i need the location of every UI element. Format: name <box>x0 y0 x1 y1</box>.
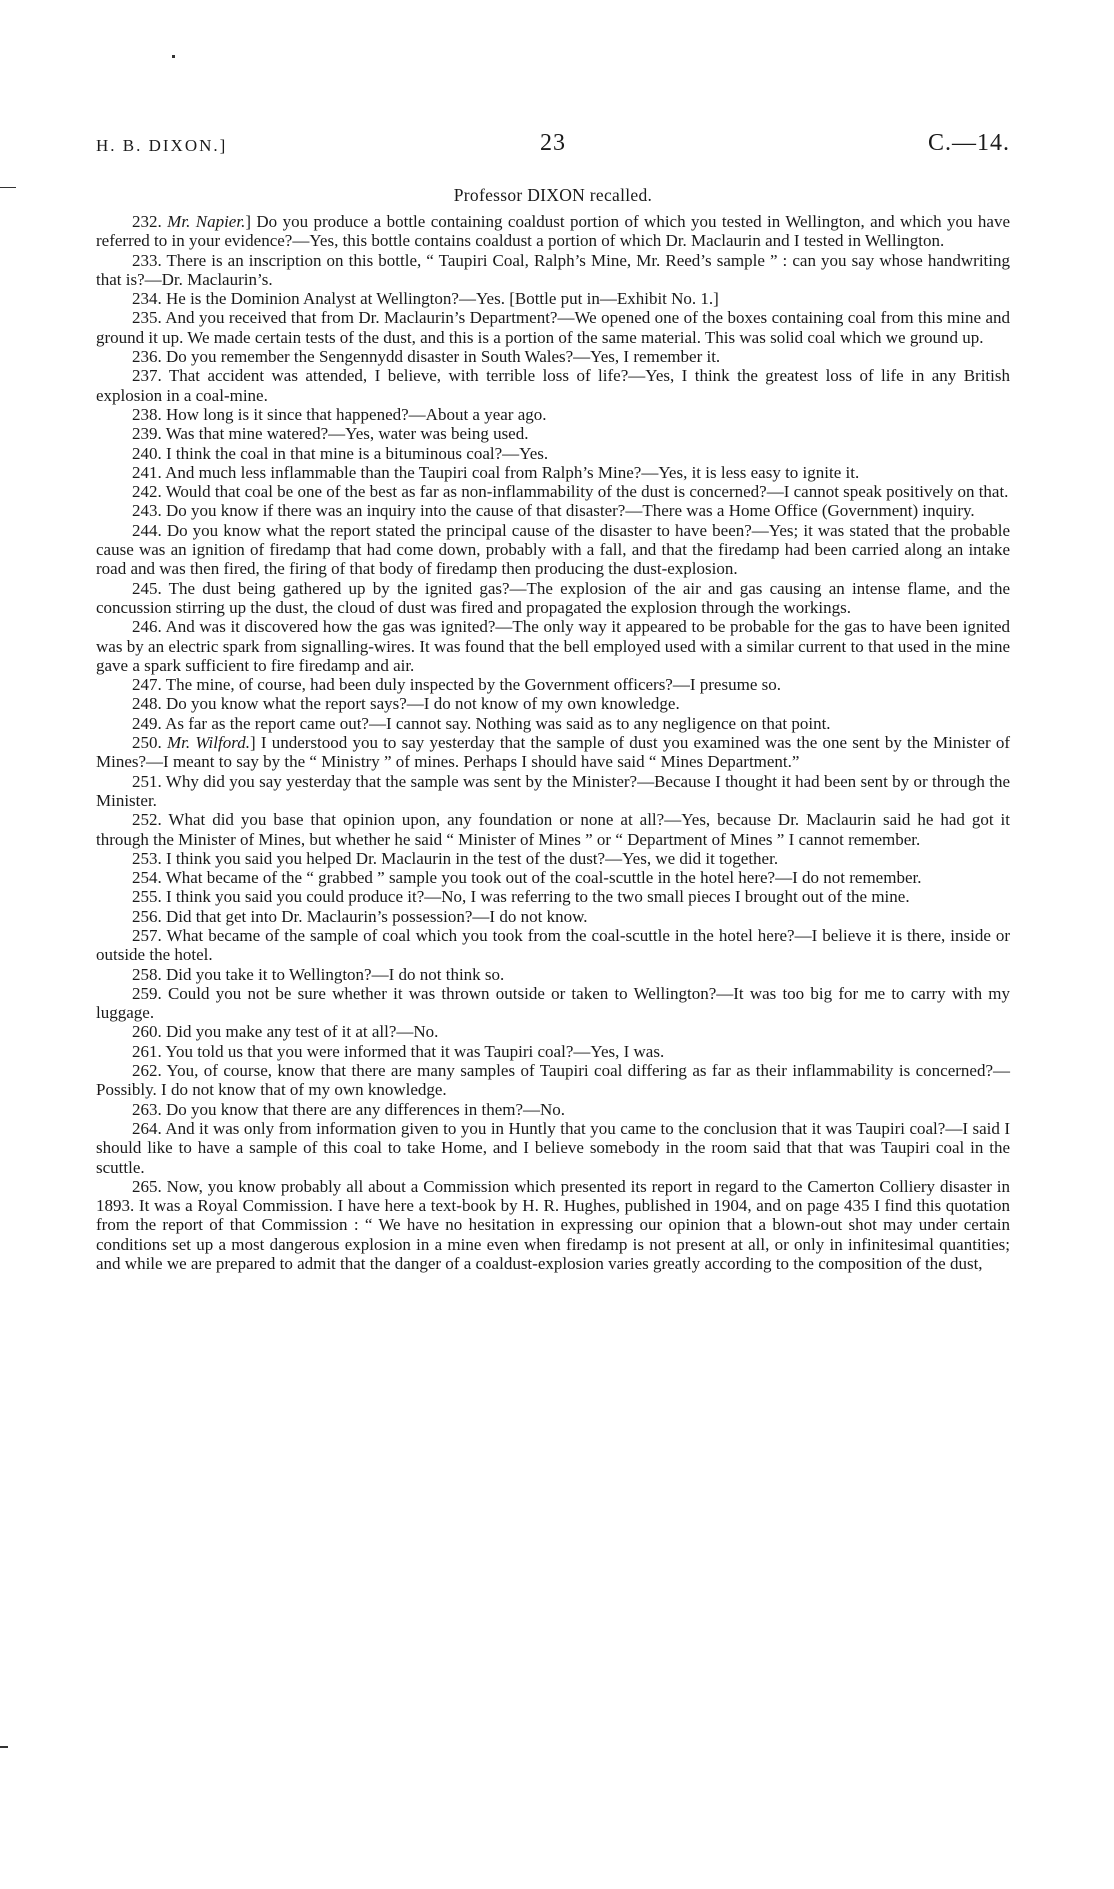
question-number: 236. <box>132 347 166 367</box>
question-text: There is an inscription on this bottle, “ Taupiri Coal, Ralph’s Mine, Mr. Reed’s sample ” : can you say whose handwriting that is?—Dr. Maclaurin’s. <box>96 250 1010 289</box>
page-header <box>96 128 1010 162</box>
question-paragraph <box>96 849 1010 868</box>
question-text: And it was only from information given to you in Huntly that you came to the conclusion that it was Taupiri coal?—I said I should like to have a sample of this coal to take Home, and I believe somebody in the room said that that was Taupiri coal in the scuttle. <box>96 1118 1011 1177</box>
header-witness: H. B. DIXON.] <box>96 136 228 155</box>
question-paragraph <box>96 521 1010 579</box>
question-text: Why did you say yesterday that the sample was sent by the Minister?—Because I thought it had been sent by or through the Minister. <box>96 771 1011 810</box>
question-number: 235. <box>132 308 166 328</box>
question-number: 248. <box>132 694 166 714</box>
question-number: 232. <box>132 212 168 231</box>
question-paragraph <box>96 501 1010 520</box>
question-number: 241. <box>132 462 166 482</box>
question-paragraph <box>96 675 1010 694</box>
question-text: You, of course, know that there are many samples of Taupiri coal differing as far as their inflammability is concerned?—Possibly. I do not know that of my own knowledge. <box>96 1061 1010 1100</box>
question-paragraph <box>96 810 1010 849</box>
question-text: Did that get into Dr. Maclaurin’s possession?—I do not know. <box>166 906 588 926</box>
question-number: 244. <box>132 520 167 540</box>
document-code: C.—14. <box>927 130 1010 156</box>
question-text: You told us that you were informed that it was Taupiri coal?—Yes, I was. <box>165 1041 665 1061</box>
question-number: 233. <box>132 250 167 270</box>
question-number: 254. <box>132 868 166 888</box>
question-paragraph <box>96 694 1010 713</box>
question-paragraph <box>96 251 1010 290</box>
question-paragraph <box>96 1022 1010 1041</box>
question-number: 251. <box>132 771 166 791</box>
question-text: As far as the report came out?—I cannot say. Nothing was said as to any negligence on that point. <box>165 713 831 733</box>
page-number: 23 <box>540 130 566 156</box>
question-paragraph <box>96 308 1010 347</box>
question-number: 239. <box>132 424 166 444</box>
question-number: 257. <box>132 925 167 945</box>
question-paragraph <box>96 347 1010 366</box>
question-text: Did you make any test of it at all?—No. <box>166 1022 439 1042</box>
question-paragraph <box>96 887 1010 906</box>
question-number: 242. <box>132 482 166 502</box>
question-number: 240. <box>132 443 166 463</box>
question-number: 265. <box>132 1176 167 1196</box>
question-paragraph <box>96 926 1010 965</box>
question-paragraph <box>96 984 1010 1023</box>
question-text: The dust being gathered up by the ignited gas?—The explosion of the air and gas causing an intense flame, and the concussion stirring up the dust, the cloud of dust was fired and propagated the explosion through the workings. <box>96 578 1010 617</box>
question-paragraph <box>96 463 1010 482</box>
question-text: And much less inflammable than the Taupiri coal from Ralph’s Mine?—Yes, it is less easy to ignite it. <box>165 462 860 482</box>
question-number: 264. <box>132 1118 166 1138</box>
question-number: 247. <box>132 675 166 695</box>
question-number: 258. <box>132 964 166 984</box>
question-text: Did you take it to Wellington?—I do not think so. <box>166 964 505 984</box>
question-text: Could you not be sure whether it was thrown outside or taken to Wellington?—It was too big for me to carry with my luggage. <box>96 983 1011 1023</box>
question-text: How long is it since that happened?—About a year ago. <box>166 404 547 424</box>
question-number: 263. <box>132 1099 166 1119</box>
evidence-body <box>96 212 1010 1273</box>
question-paragraph <box>96 366 1010 405</box>
question-number: 255. <box>132 887 166 907</box>
question-text: Do you remember the Sengennydd disaster in South Wales?—Yes, I remember it. <box>166 347 721 367</box>
question-number: 259. <box>132 983 168 1003</box>
question-text: What did you base that opinion upon, any foundation or none at all?—Yes, because Dr. Maclaurin said he had got it through the Minister of Mines, but whether he said “ Minister of Mines ” or “ Department of Mines ” I cannot remember. <box>96 810 1010 849</box>
question-text: Now, you know probably all about a Commission which presented its report in regard to the Camerton Colliery disaster in 1893. It was a Royal Commission. I have here a text-book by H. R. Hughes, published in 1904, and on page 435 I find this quotation from the report of that Commission : “ We have no hesitation in expressing our opinion that a blown-out shot may under certain conditions set up a most dangerous explosion in a mine even when firedamp is not present at all, or only in infinitesimal quantities; and while we are prepared to admit that the danger of a coaldust-explosion varies greatly according to the composition of the dust, <box>96 1176 1011 1274</box>
question-paragraph <box>96 482 1010 501</box>
question-number: 249. <box>132 713 166 733</box>
question-text: The mine, of course, had been duly inspected by the Government officers?—I presume so. <box>165 675 781 695</box>
question-text: Would that coal be one of the best as far as non-inflammability of the dust is concerned?—I cannot speak positively on that. <box>165 482 1009 502</box>
question-number: 262. <box>132 1061 167 1081</box>
question-paragraph <box>96 1177 1010 1273</box>
question-text: What became of the “ grabbed ” sample you took out of the coal-scuttle in the hotel here?—I do not remember. <box>165 868 922 888</box>
question-number: 243. <box>132 501 166 521</box>
question-number: 253. <box>132 848 166 868</box>
speaker-name: Mr. Napier. <box>167 212 246 231</box>
question-paragraph <box>96 289 1010 308</box>
question-number: 260. <box>132 1022 166 1042</box>
question-paragraph <box>96 714 1010 733</box>
question-paragraph <box>96 1119 1010 1177</box>
question-paragraph <box>96 1061 1010 1100</box>
question-number: 250. <box>132 733 167 753</box>
question-number: 237. <box>132 366 169 386</box>
question-paragraph <box>96 907 1010 926</box>
scan-mark-left <box>0 187 16 188</box>
question-text: I think the coal in that mine is a bituminous coal?—Yes. <box>166 443 549 463</box>
question-paragraph <box>96 1042 1010 1061</box>
question-number: 246. <box>132 617 166 637</box>
question-number: 245. <box>132 578 169 598</box>
speaker-name: Mr. Wilford. <box>166 733 250 753</box>
question-number: 252. <box>132 810 169 830</box>
question-text: Do you know if there was an inquiry into the cause of that disaster?—There was a Home Office (Government) inquiry. <box>166 501 975 521</box>
question-paragraph <box>96 579 1010 618</box>
scan-mark-left-bottom <box>0 1746 8 1748</box>
question-paragraph <box>96 617 1010 675</box>
question-text: ] Do you produce a bottle containing coaldust portion of which you tested in Wellington, and which you have referred to in your evidence?—Yes, this bottle contains coaldust a portion of which Dr. Maclaurin and I tested in Wellington. <box>96 212 1011 251</box>
question-paragraph <box>96 868 1010 887</box>
question-paragraph <box>96 1100 1010 1119</box>
question-text: Do you know what the report says?—I do not know of my own knowledge. <box>166 694 680 714</box>
question-paragraph <box>96 212 1010 251</box>
question-number: 234. <box>132 289 166 309</box>
question-number: 261. <box>132 1041 166 1061</box>
question-paragraph <box>96 733 1010 772</box>
question-number: 238. <box>132 404 166 424</box>
scan-speck-top <box>172 55 175 58</box>
question-paragraph <box>96 424 1010 443</box>
question-paragraph <box>96 965 1010 984</box>
question-paragraph <box>96 405 1010 424</box>
question-text: ] I understood you to say yesterday that the sample of dust you examined was the one sent by the Minister of Mines?—I meant to say by the “ Ministry ” of mines. Perhaps I should have said “ Mines Department.” <box>96 733 1010 772</box>
question-text: And was it discovered how the gas was ignited?—The only way it appeared to be probable for the gas to have been ignited was by an electric spark from signalling-wires. It was found that the bell employed used with a similar current to that used in the mine gave a spark sufficient to fire firedamp and air. <box>96 617 1010 675</box>
question-text: And you received that from Dr. Maclaurin’s Department?—We opened one of the boxes containing coal from this mine and ground it up. We made certain tests of the dust, and this is a portion of the same material. This was solid coal which we ground up. <box>96 308 1011 347</box>
question-text: That accident was attended, I believe, with terrible loss of life?—Yes, I think the greatest loss of life in any British explosion in a coal-mine. <box>96 366 1010 405</box>
question-text: Do you know what the report stated the principal cause of the disaster to have been?—Yes; it was stated that the probable cause was an ignition of firedamp that had come down, probably with a fall, and that the firedamp had been carried along an intake road and was then fired, the firing of that body of firedamp then producing the dust-explosion. <box>96 520 1010 579</box>
question-number: 256. <box>132 906 166 926</box>
question-paragraph <box>96 444 1010 463</box>
question-text: Was that mine watered?—Yes, water was being used. <box>165 424 529 444</box>
question-text: What became of the sample of coal which you took from the coal-scuttle in the hotel here?—I believe it is there, inside or outside the hotel. <box>96 925 1011 965</box>
section-subtitle: Professor DIXON recalled. <box>453 185 653 205</box>
question-text: I think you said you helped Dr. Maclaurin in the test of the dust?—Yes, we did it together. <box>166 848 779 868</box>
question-paragraph <box>96 772 1010 811</box>
question-text: He is the Dominion Analyst at Wellington?—Yes. [Bottle put in—Exhibit No. 1.] <box>166 289 719 309</box>
question-text: I think you said you could produce it?—No, I was referring to the two small pieces I brought out of the mine. <box>166 887 910 907</box>
question-text: Do you know that there are any differences in them?—No. <box>166 1099 566 1119</box>
